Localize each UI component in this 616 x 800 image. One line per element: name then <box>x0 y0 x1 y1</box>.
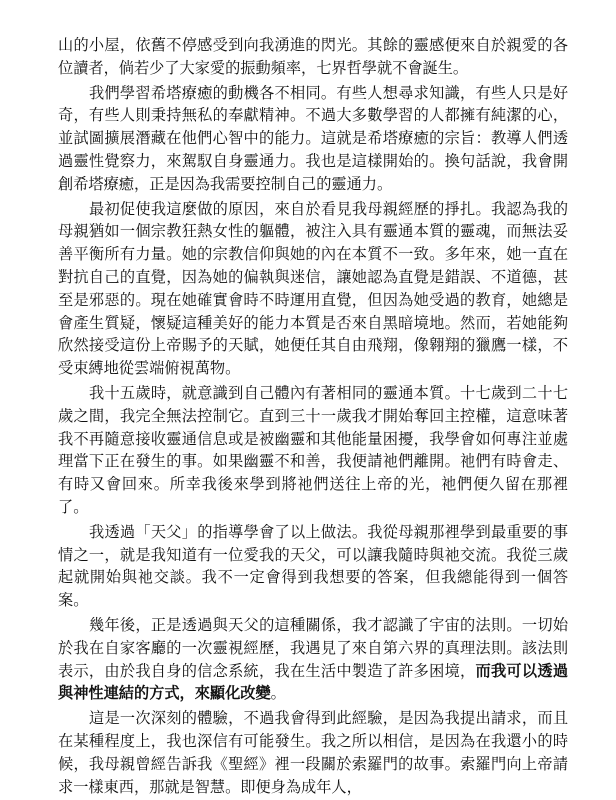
document-page <box>58 34 568 800</box>
paragraph-4: 我十五歲時，就意識到自己體內有著相同的靈通本質。十七歲到二十七歲之間，我完全無法控制它。直到三十一歲我才開始奪回主控權，這意味著我不再隨意接收靈通信息或是被幽靈和其他能量困擾，我學會如何專注並處理當下正在發生的事。如果幽靈不和善，我便請祂們離開。祂們有時會走、有時又會回來。所幸我後來學到將祂們送往上帝的光，祂們便久留在那裡了。 <box>58 383 568 516</box>
paragraph-6-end: 。 <box>270 684 286 703</box>
paragraph-5: 我透過「天父」的指導學會了以上做法。我從母親那裡學到最重要的事情之一，就是我知道有一位愛我的天父，可以讓我隨時與祂交流。我從三歲起就開始與祂交談。我不一定會得到我想要的答案，但我總能得到一個答案。 <box>58 522 568 610</box>
paragraph-2: 我們學習希塔療癒的動機各不相同。有些人想尋求知識，有些人只是好奇，有些人則秉持無私的奉獻精神。不過大多數學習的人都擁有純潔的心，並試圖擴展潛藏在他們心智中的能力。這就是希塔療癒的宗旨：教導人們透過靈性覺察力，來駕馭自身靈通力。我也是這樣開始的。換句話說，我會開創希塔療癒，正是因為我需要控制自己的靈通力。 <box>58 83 568 193</box>
paragraph-1: 山的小屋，依舊不停感受到向我湧進的閃光。其餘的靈感便來自於親愛的各位讀者，倘若少了大家愛的振動頻率，七界哲學就不會誕生。 <box>58 36 568 77</box>
paragraph-6 <box>58 614 568 705</box>
paragraph-7: 這是一次深刻的體驗，不過我會得到此經驗，是因為我提出請求，而且在某種程度上，我也深信有可能發生。我之所以相信，是因為在我還小的時候，我母親曾經告訴我《聖經》裡一段關於索羅門的故事。索羅門向上帝請求一樣東西，那就是智慧。即便身為成年人， <box>58 709 568 796</box>
paragraph-6-emphasis: 而我可以透過與神性連結的方式，來顯化改變 <box>58 661 569 703</box>
paragraph-6-text: 幾年後，正是透過與天父的這種關係，我才認識了宇宙的法則。一切始於我在自家客廳的一次靈視經歷，我遇見了來自第六界的真理法則。該法則表示，由於我自身的信念系統，我在生活中製造了許多困境， <box>58 615 568 680</box>
paragraph-3: 最初促使我這麼做的原因，來自於看見我母親經歷的掙扎。我認為我的母親猶如一個宗教狂熱女性的軀體，被注入具有靈通本質的靈魂，而無法妥善平衡所有力量。她的宗教信仰與她的內在本質不一致。多年來，她一直在對抗自己的直覺，因為她的偏執與迷信，讓她認為直覺是錯誤、不道德，甚至是邪惡的。現在她確實會時不時運用直覺，但因為她受過的教育，她總是會產生質疑，懷疑這種美好的能力本質是否來自黑暗境地。然而，若她能夠欣然接受這份上帝賜予的天賦，她便任其自由飛翔，像翱翔的獵鷹一樣，不受束縛地從雲端俯視萬物。 <box>58 199 568 378</box>
